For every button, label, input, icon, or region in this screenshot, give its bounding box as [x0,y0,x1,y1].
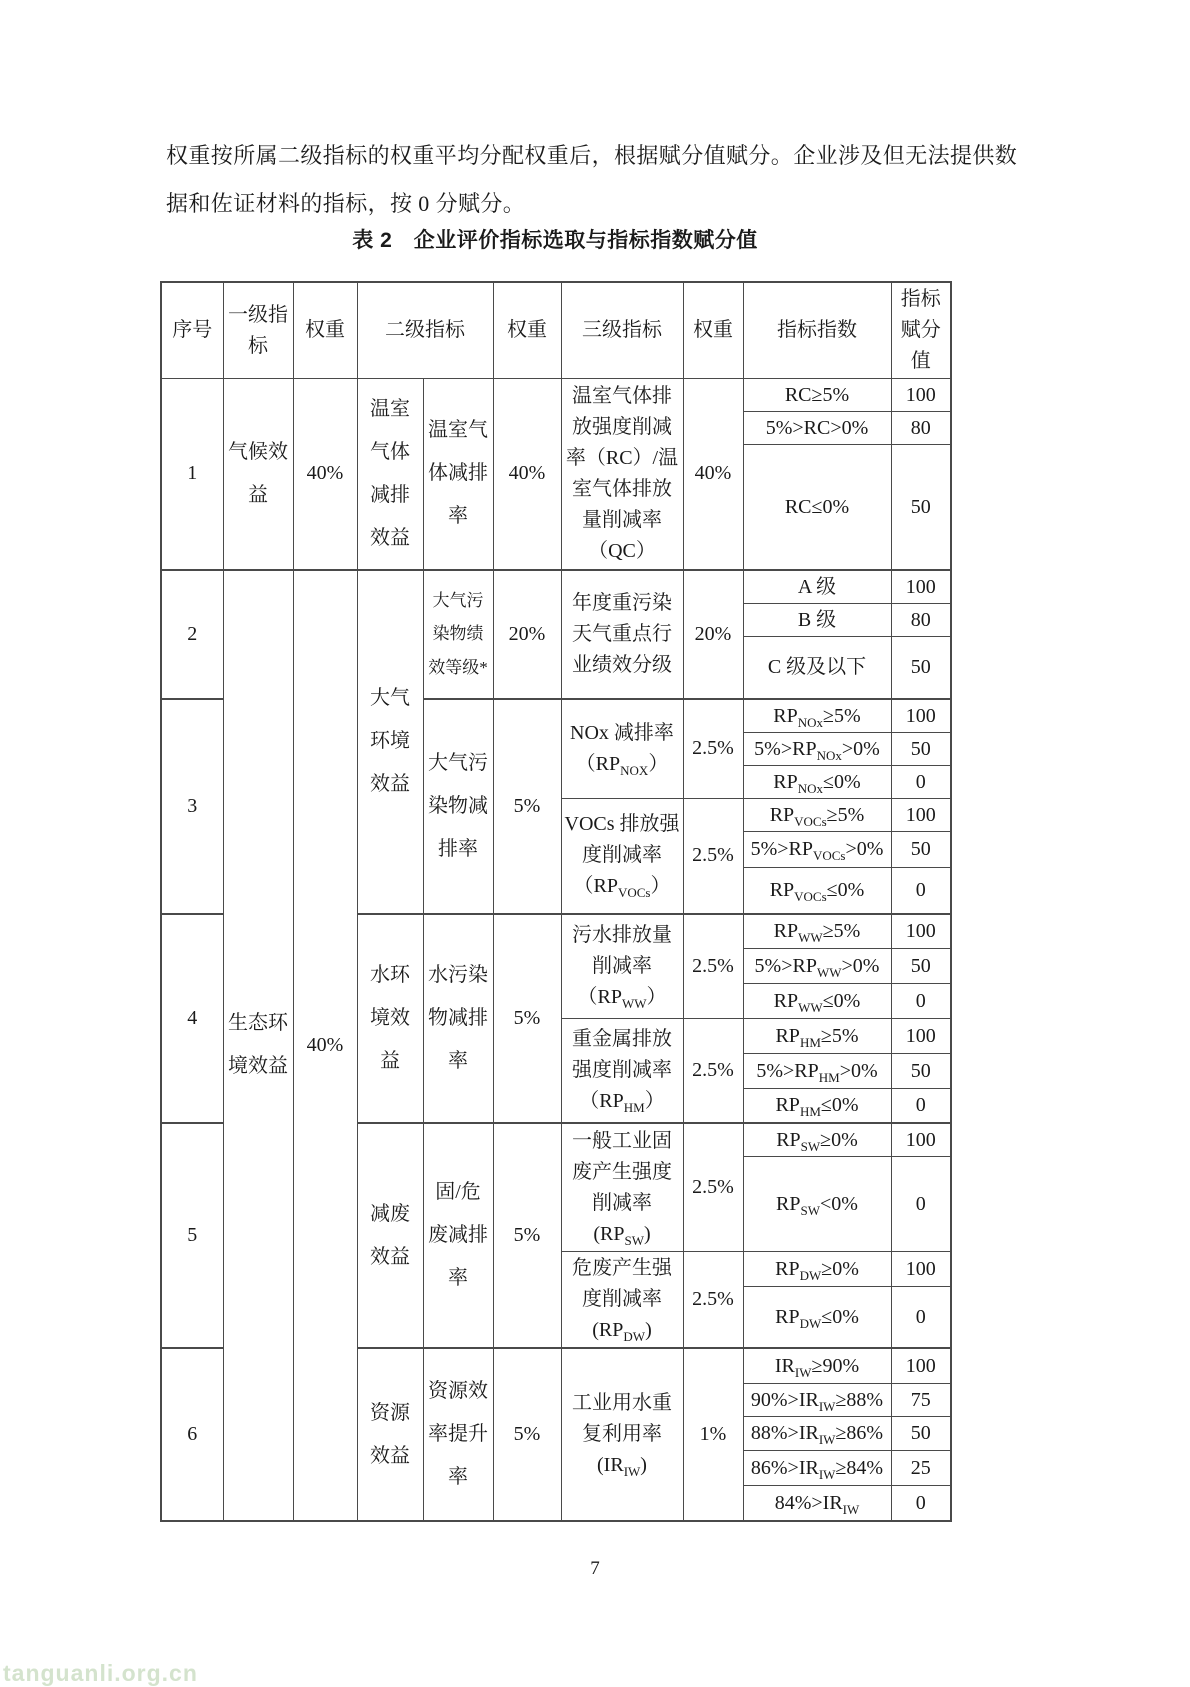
score-cell: 75 [891,1383,951,1416]
index-cell: $RP_{NOx}\ge 5\%$ [743,699,891,733]
level3-cell: NOx 减排率$(RP_{NOX})$ [561,699,683,799]
index-cell: RC≤0% [743,445,891,570]
weight2-cell: 5% [493,1348,561,1521]
score-cell: 50 [891,948,951,983]
score-cell: 25 [891,1450,951,1485]
page-number: 7 [590,1558,600,1579]
score-cell: 80 [891,604,951,637]
index-cell: $RP_{SW}<0\%$ [743,1157,891,1252]
seq-cell: 1 [161,379,223,570]
score-cell: 100 [891,1123,951,1157]
weight2-cell: 5% [493,914,561,1123]
weight1-cell: 40% [293,379,357,570]
index-cell: $88\%>IR_{IW}\ge 86\%$ [743,1416,891,1450]
level3-cell: 重金属排放强度削减率$(RP_{HM})$ [561,1018,683,1123]
score-cell: 0 [891,1485,951,1521]
weight2-cell: 5% [493,1123,561,1348]
intro-line-2: 据和佐证材料的指标，按 0 分赋分。 [166,191,526,216]
level3-cell: 工业用水重复利用率$(IR_{IW})$ [561,1348,683,1521]
score-cell: 50 [891,732,951,765]
score-cell: 100 [891,699,951,733]
level2a-cell: 减废效益 [357,1123,423,1348]
level3-cell: 年度重污染天气重点行业绩效分级 [561,570,683,699]
seq-cell: 5 [161,1123,223,1348]
score-cell: 0 [891,1088,951,1123]
index-cell: A 级 [743,570,891,604]
index-cell: $RP_{WW}\ge 5\%$ [743,914,891,948]
weight3-cell: 1% [683,1348,743,1521]
intro-line-1: 权重按所属二级指标的权重平均分配权重后，根据赋分值赋分。企业涉及但无法提供数 [166,143,1018,168]
header-seq: 序号 [161,282,223,379]
level3-cell: 一般工业固废产生强度削减率$(RP_{SW})$ [561,1123,683,1252]
score-cell: 100 [891,570,951,604]
index-cell: B 级 [743,604,891,637]
index-cell: $RP_{NOx}\le 0\%$ [743,765,891,798]
level2a-cell: 水环境效益 [357,914,423,1123]
score-cell: 0 [891,867,951,914]
index-cell: $RP_{VOCs}\ge 5\%$ [743,798,891,831]
index-cell: $RP_{VOCs}\le 0\%$ [743,867,891,914]
level2b-cell: 温室气体减排率 [423,379,493,570]
index-cell: $RP_{WW}\le 0\%$ [743,983,891,1018]
index-cell: $5\%>RP_{WW}>0\%$ [743,948,891,983]
index-cell: $5\%>RP_{NOx}>0\%$ [743,732,891,765]
table-row [161,379,951,412]
weight3-cell: 2.5% [683,1123,743,1252]
score-cell: 100 [891,1252,951,1287]
score-cell: 100 [891,914,951,948]
seq-cell: 6 [161,1348,223,1521]
level3-cell: VOCs 排放强度削减率$(RP_{VOCs})$ [561,798,683,914]
weight2-cell: 40% [493,379,561,570]
seq-cell: 3 [161,699,223,915]
score-cell: 100 [891,798,951,831]
index-cell: $84\%>IR_{IW}$ [743,1485,891,1521]
weight3-cell: 2.5% [683,699,743,799]
score-cell: 0 [891,1287,951,1348]
score-cell: 0 [891,983,951,1018]
score-cell: 50 [891,1416,951,1450]
header-row [161,282,951,379]
header-score: 指标赋分值 [891,282,951,379]
score-cell: 0 [891,765,951,798]
index-cell: $RP_{HM}\le 0\%$ [743,1088,891,1123]
weight3-cell: 2.5% [683,1018,743,1123]
level3-cell: 温室气体排放强度削减率（RC）/温室气体排放量削减率（QC） [561,379,683,570]
index-cell: C 级及以下 [743,637,891,699]
level2a-cell: 温室气体减排效益 [357,379,423,570]
score-cell: 80 [891,412,951,445]
weight1-cell: 40% [293,570,357,1522]
index-cell: 5%>RC>0% [743,412,891,445]
index-cell: $86\%>IR_{IW}\ge 84\%$ [743,1450,891,1485]
intro-paragraph [166,132,1026,228]
header-weight3: 权重 [683,282,743,379]
index-cell: $IR_{IW}\ge 90\%$ [743,1348,891,1383]
level2b-cell: 水污染物减排率 [423,914,493,1123]
level3-cell: 危废产生强度削减率$(RP_{DW})$ [561,1252,683,1349]
weight3-cell: 2.5% [683,1252,743,1349]
score-cell: 100 [891,1018,951,1053]
level1-cell: 生态环境效益 [223,570,293,1522]
table-title: 表 2 企业评价指标选取与指标指数赋分值 [352,229,758,252]
weight3-cell: 20% [683,570,743,699]
level2b-cell: 大气污染物绩效等级* [423,570,493,699]
index-cell: $RP_{DW}\le 0\%$ [743,1287,891,1348]
header-level1: 一级指标 [223,282,293,379]
index-cell: $5\%>RP_{VOCs}>0\%$ [743,831,891,867]
seq-cell: 2 [161,570,223,699]
level2a-cell: 资源效益 [357,1348,423,1521]
index-cell: RC≥5% [743,379,891,412]
score-cell: 100 [891,379,951,412]
weight3-cell: 2.5% [683,914,743,1018]
level2a-cell: 大气环境效益 [357,570,423,915]
level2b-cell: 资源效率提升率 [423,1348,493,1521]
seq-cell: 4 [161,914,223,1123]
weight3-cell: 2.5% [683,798,743,914]
table-row [161,570,951,604]
level3-cell: 污水排放量削减率$(RP_{WW})$ [561,914,683,1018]
score-cell: 50 [891,637,951,699]
index-cell: $RP_{HM}\ge 5\%$ [743,1018,891,1053]
header-level3: 三级指标 [561,282,683,379]
score-cell: 50 [891,445,951,570]
score-cell: 50 [891,831,951,867]
weight3-cell: 40% [683,379,743,570]
index-cell: $RP_{DW}\ge 0\%$ [743,1252,891,1287]
weight2-cell: 5% [493,699,561,915]
header-weight2: 权重 [493,282,561,379]
header-level2: 二级指标 [357,282,493,379]
score-cell: 100 [891,1348,951,1383]
level1-cell: 气候效益 [223,379,293,570]
weight2-cell: 20% [493,570,561,699]
index-cell: $90\%>IR_{IW}\ge 88\%$ [743,1383,891,1416]
header-index: 指标指数 [743,282,891,379]
index-cell: $5\%>RP_{HM}>0\%$ [743,1053,891,1088]
level2b-cell: 固/危废减排率 [423,1123,493,1348]
score-cell: 0 [891,1157,951,1252]
level2b-cell: 大气污染物减排率 [423,699,493,915]
index-cell: $RP_{SW}\ge 0\%$ [743,1123,891,1157]
score-cell: 50 [891,1053,951,1088]
header-weight1: 权重 [293,282,357,379]
indicator-score-table [160,281,952,1522]
watermark: tanguanli.org.cn [3,1660,198,1686]
